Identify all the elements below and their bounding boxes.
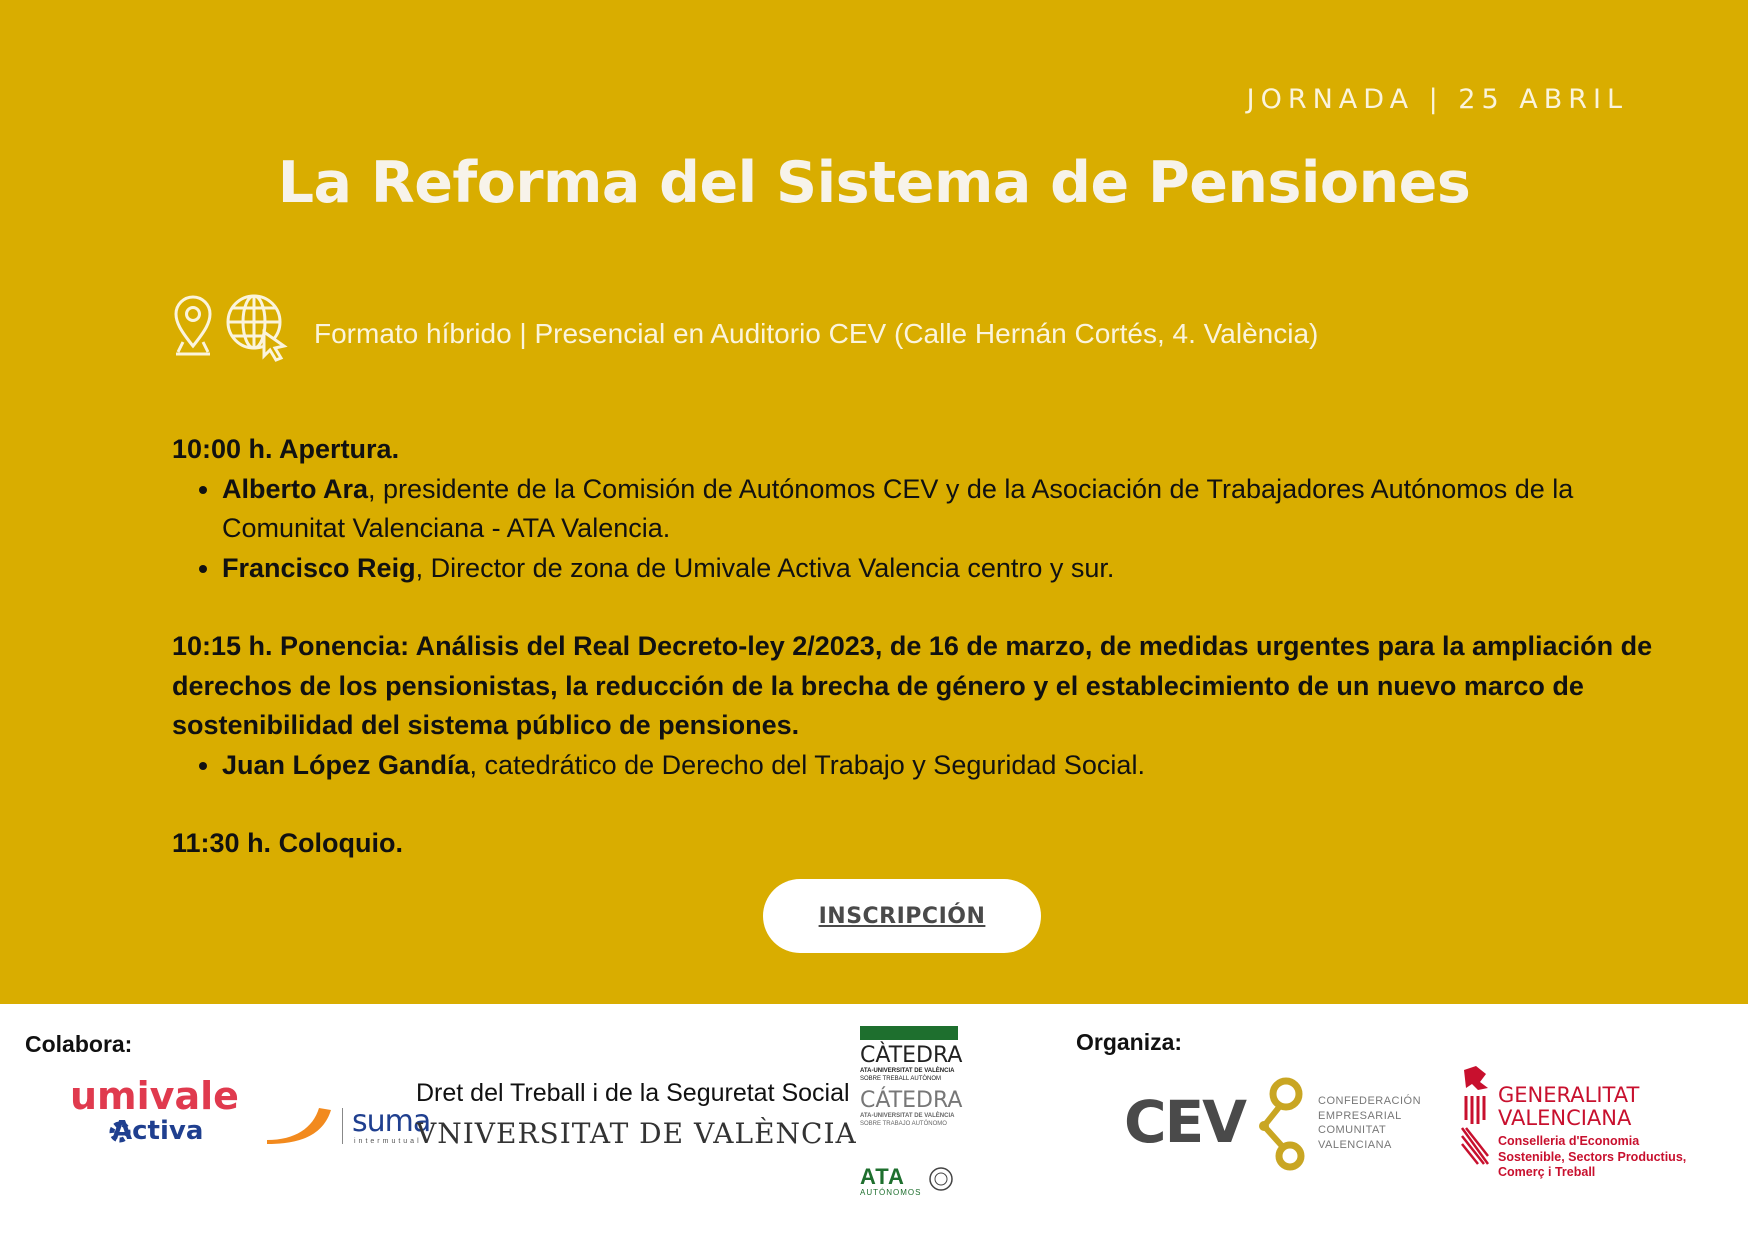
speaker-role: , catedrático de Derecho del Trabajo y Seguridad Social. <box>469 749 1145 780</box>
gva-line2: VALENCIANA <box>1498 1106 1632 1130</box>
umivale-swoosh-icon <box>265 1104 335 1144</box>
organiza-label: Organiza: <box>1076 1029 1183 1055</box>
umivale-gear-icon <box>108 1120 132 1144</box>
gva-bat-crest-icon <box>1458 1066 1492 1166</box>
speaker-item <box>222 549 1682 589</box>
suma-wordmark: suma <box>352 1104 431 1139</box>
speaker-list <box>172 746 1682 786</box>
activa-wordmark: Activa <box>112 1116 204 1146</box>
speaker-item <box>222 470 1682 549</box>
program-agenda <box>172 430 1682 864</box>
gva-line1: GENERALITAT <box>1498 1083 1640 1107</box>
colabora-label: Colabora: <box>25 1031 133 1057</box>
universitat-valencia-line: VNIVERSITAT DE VALÈNCIA <box>416 1117 857 1150</box>
speaker-item <box>222 746 1682 786</box>
catedra-ata-logo: CÀTEDRA ATA-UNIVERSITAT DE VALÈNCIA SOBRE TREBALL AUTÒNOM CÁTEDRA ATA-UNIVERSITAT DE VALÈNCIA SOBRE TRABAJO AUTÓNOMO ATA AUTÓNOMOS <box>860 1026 960 1206</box>
generalitat-valenciana-logo: GENERALITAT VALENCIANA Conselleria d'Economia Sostenible, Sectors Productius, Comerç i Treball <box>1458 1066 1698 1186</box>
speaker-name: Francisco Reig <box>222 552 416 583</box>
registration-button[interactable]: INSCRIPCIÓN <box>763 879 1041 953</box>
globe-cursor-icon <box>228 296 284 360</box>
cev-chain-icon <box>1252 1074 1306 1174</box>
cev-wordmark: CEV <box>1124 1088 1246 1156</box>
speaker-list <box>172 470 1682 589</box>
agenda-slot-opening: 10:00 h. Apertura. <box>172 434 400 464</box>
cev-logo: CEV CONFEDERACIÓN EMPRESARIAL COMUNITAT VALENCIANA <box>1124 1074 1424 1174</box>
location-pin-icon <box>176 297 210 354</box>
venue-text: Formato híbrido | Presencial en Auditorio CEV (Calle Hernán Cortés, 4. València) <box>314 318 1319 349</box>
agenda-slot-discussion: 11:30 h. Coloquio. <box>172 828 404 858</box>
event-title: La Reforma del Sistema de Pensiones <box>277 150 1471 216</box>
uv-seal-icon <box>928 1166 954 1192</box>
speaker-role: , presidente de la Comisión de Autónomos CEV y de la Asociación de Trabajadores Autónomos de la Comunitat Valenciana - ATA Valencia. <box>222 473 1574 543</box>
event-date-eyebrow: JORNADA | 25 ABRIL <box>1246 84 1628 115</box>
speaker-name: Alberto Ara <box>222 473 369 504</box>
catedra-title-es: CÁTEDRA <box>860 1088 963 1113</box>
venue-icons <box>170 292 290 362</box>
umivale-activa-logo <box>70 1074 431 1146</box>
speaker-name: Juan López Gandía <box>222 749 470 780</box>
speaker-role: , Director de zona de Umivale Activa Valencia centro y sur. <box>415 552 1115 583</box>
dret-treball-line: Dret del Treball i de la Seguretat Social <box>416 1079 850 1107</box>
catedra-title-val: CÀTEDRA <box>860 1043 963 1068</box>
ata-wordmark: ATA <box>860 1164 905 1189</box>
dret-treball-uv-logo <box>416 1079 857 1153</box>
suma-subtitle: intermutual <box>354 1138 422 1145</box>
agenda-slot-lecture: 10:15 h. Ponencia: Análisis del Real Decreto-ley 2/2023, de 16 de marzo, de medidas urgentes para la ampliación de derechos de los pensionistas, la reducción de la brecha de género y el establecimiento de un nuevo marco de sostenibilidad del sistema público de pensiones. <box>172 631 1653 740</box>
umivale-wordmark: umivale <box>70 1074 239 1118</box>
